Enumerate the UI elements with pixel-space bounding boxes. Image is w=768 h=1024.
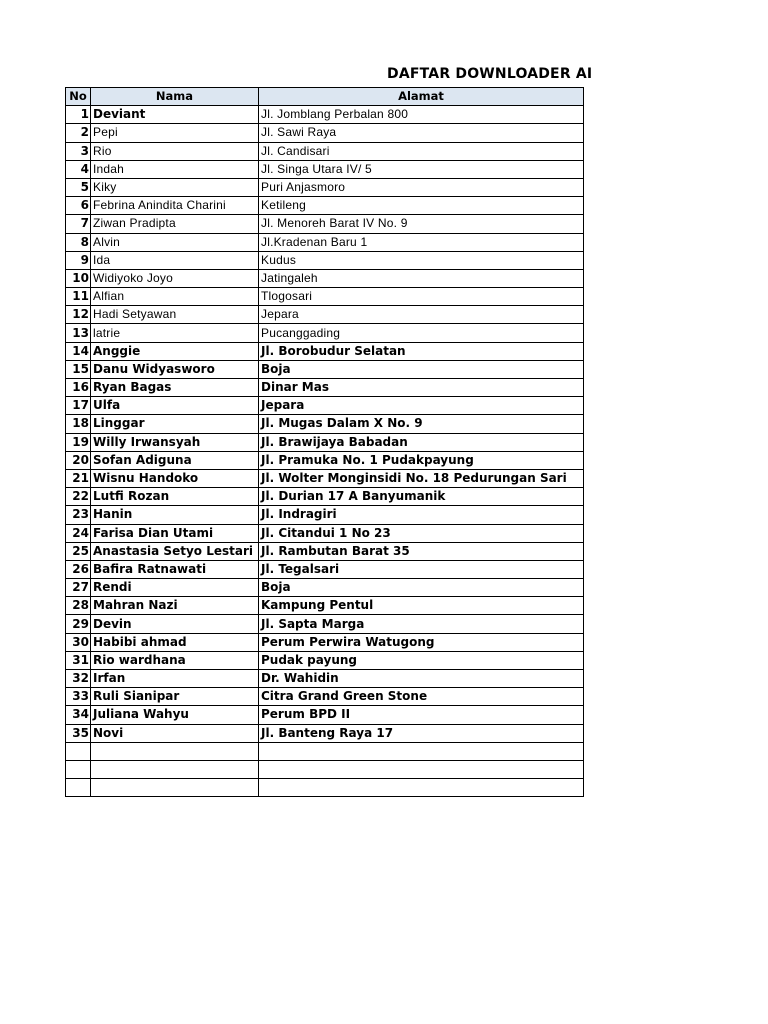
table-row [66,324,584,342]
cell-alamat[interactable]: Citra Grand Green Stone [259,688,584,706]
column-header-nama[interactable]: Nama [91,88,259,106]
cell-alamat[interactable]: Jl. Tegalsari [259,560,584,578]
table-body [66,106,584,797]
cell-no[interactable]: 28 [66,597,91,615]
column-header-alamat[interactable]: Alamat [259,88,584,106]
cell-nama[interactable]: Ziwan Pradipta [91,215,259,233]
table-row [66,397,584,415]
table-row [66,178,584,196]
cell-nama[interactable]: Pepi [91,124,259,142]
cell-nama[interactable]: Ryan Bagas [91,379,259,397]
cell-alamat[interactable]: Jl. Brawijaya Babadan [259,433,584,451]
cell-nama[interactable]: Devin [91,615,259,633]
table-row [66,342,584,360]
cell-no[interactable]: 25 [66,542,91,560]
cell-nama[interactable] [91,742,259,760]
table-row [66,415,584,433]
table-row [66,706,584,724]
table-row [66,251,584,269]
cell-no[interactable]: 9 [66,251,91,269]
cell-no[interactable]: 23 [66,506,91,524]
cell-alamat[interactable]: Pudak payung [259,651,584,669]
cell-alamat[interactable]: Jl. Pramuka No. 1 Pudakpayung [259,451,584,469]
cell-no[interactable]: 2 [66,124,91,142]
table-row [66,215,584,233]
cell-alamat[interactable]: Jl. Candisari [259,142,584,160]
cell-alamat[interactable]: Puri Anjasmoro [259,178,584,196]
cell-no[interactable] [66,742,91,760]
cell-alamat[interactable]: Jl. Mugas Dalam X No. 9 [259,415,584,433]
cell-no[interactable]: 35 [66,724,91,742]
cell-nama[interactable]: Habibi ahmad [91,633,259,651]
cell-nama[interactable]: Novi [91,724,259,742]
table-row [66,597,584,615]
cell-nama[interactable]: Sofan Adiguna [91,451,259,469]
table-row [66,651,584,669]
cell-alamat[interactable]: Kudus [259,251,584,269]
cell-nama[interactable]: Hadi Setyawan [91,306,259,324]
cell-nama[interactable]: Danu Widyasworo [91,360,259,378]
cell-no[interactable]: 17 [66,397,91,415]
table-row [66,288,584,306]
cell-alamat[interactable]: Boja [259,360,584,378]
cell-nama[interactable]: Hanin [91,506,259,524]
cell-nama[interactable]: Indah [91,160,259,178]
cell-alamat[interactable]: Jl. Menoreh Barat IV No. 9 [259,215,584,233]
cell-nama[interactable]: Rio [91,142,259,160]
cell-no[interactable]: 20 [66,451,91,469]
cell-no[interactable]: 7 [66,215,91,233]
cell-no[interactable]: 33 [66,688,91,706]
table-row [66,742,584,760]
table-row [66,106,584,124]
table-row [66,779,584,797]
table-row [66,124,584,142]
table-row [66,724,584,742]
cell-alamat[interactable]: Jl. Sawi Raya [259,124,584,142]
cell-alamat[interactable] [259,742,584,760]
table-row [66,360,584,378]
cell-no[interactable]: 24 [66,524,91,542]
table-row [66,197,584,215]
table-row [66,688,584,706]
cell-nama[interactable]: Mahran Nazi [91,597,259,615]
table-row [66,233,584,251]
cell-alamat[interactable]: Jl. Sapta Marga [259,615,584,633]
cell-alamat[interactable]: Dr. Wahidin [259,670,584,688]
table-row [66,615,584,633]
table-row [66,633,584,651]
table-row [66,469,584,487]
cell-alamat[interactable]: Jl. Jomblang Perbalan 800 [259,106,584,124]
cell-nama[interactable]: Willy Irwansyah [91,433,259,451]
cell-no[interactable]: 5 [66,178,91,196]
cell-nama[interactable]: Rendi [91,579,259,597]
cell-alamat[interactable]: Ketileng [259,197,584,215]
cell-alamat[interactable]: Dinar Mas [259,379,584,397]
cell-nama[interactable]: Juliana Wahyu [91,706,259,724]
cell-nama[interactable]: Rio wardhana [91,651,259,669]
cell-nama[interactable] [91,779,259,797]
cell-alamat[interactable]: Jatingaleh [259,269,584,287]
cell-no[interactable]: 14 [66,342,91,360]
cell-no[interactable] [66,779,91,797]
cell-no[interactable] [66,760,91,778]
cell-no[interactable]: 29 [66,615,91,633]
table-row [66,760,584,778]
table-row [66,506,584,524]
cell-no[interactable]: 6 [66,197,91,215]
cell-alamat[interactable]: Perum BPD II [259,706,584,724]
table-row [66,451,584,469]
cell-no[interactable]: 31 [66,651,91,669]
cell-no[interactable]: 10 [66,269,91,287]
table-row [66,670,584,688]
cell-nama[interactable]: Kiky [91,178,259,196]
cell-alamat[interactable]: Jl. Borobudur Selatan [259,342,584,360]
cell-nama[interactable]: Lutfi Rozan [91,488,259,506]
table-row [66,524,584,542]
cell-alamat[interactable] [259,779,584,797]
table-row [66,379,584,397]
cell-alamat[interactable]: Jepara [259,306,584,324]
cell-alamat[interactable]: Jl.Kradenan Baru 1 [259,233,584,251]
cell-no[interactable]: 34 [66,706,91,724]
cell-nama[interactable]: Bafira Ratnawati [91,560,259,578]
sheet-title: DAFTAR DOWNLOADER AI [387,66,593,82]
cell-no[interactable]: 3 [66,142,91,160]
cell-alamat[interactable]: Tlogosari [259,288,584,306]
cell-nama[interactable]: Anggie [91,342,259,360]
table-header-row [66,88,584,106]
cell-no[interactable]: 30 [66,633,91,651]
table-row [66,306,584,324]
cell-alamat[interactable]: Jl. Durian 17 A Banyumanik [259,488,584,506]
cell-nama[interactable]: Alvin [91,233,259,251]
column-header-no[interactable]: No [66,88,91,106]
cell-no[interactable]: 13 [66,324,91,342]
cell-nama[interactable] [91,760,259,778]
table-row [66,488,584,506]
table-row [66,269,584,287]
cell-no[interactable]: 4 [66,160,91,178]
cell-alamat[interactable]: Jl. Singa Utara IV/ 5 [259,160,584,178]
cell-no[interactable]: 21 [66,469,91,487]
cell-alamat[interactable]: Jepara [259,397,584,415]
cell-nama[interactable]: Linggar [91,415,259,433]
cell-nama[interactable]: Widiyoko Joyo [91,269,259,287]
cell-nama[interactable]: Ida [91,251,259,269]
table-row [66,560,584,578]
cell-no[interactable]: 22 [66,488,91,506]
cell-alamat[interactable]: Pucanggading [259,324,584,342]
table-row [66,542,584,560]
cell-no[interactable]: 27 [66,579,91,597]
cell-no[interactable]: 16 [66,379,91,397]
cell-no[interactable]: 15 [66,360,91,378]
cell-alamat[interactable]: Boja [259,579,584,597]
table-row [66,433,584,451]
cell-nama[interactable]: Farisa Dian Utami [91,524,259,542]
cell-nama[interactable]: Ruli Sianipar [91,688,259,706]
cell-no[interactable]: 1 [66,106,91,124]
cell-nama[interactable]: Ulfa [91,397,259,415]
cell-no[interactable]: 32 [66,670,91,688]
cell-no[interactable]: 18 [66,415,91,433]
cell-alamat[interactable]: Jl. Banteng Raya 17 [259,724,584,742]
cell-nama[interactable]: Febrina Anindita Charini [91,197,259,215]
cell-alamat[interactable]: Jl. Citandui 1 No 23 [259,524,584,542]
cell-alamat[interactable]: Perum Perwira Watugong [259,633,584,651]
downloader-table [65,87,584,797]
cell-no[interactable]: 8 [66,233,91,251]
cell-no[interactable]: 26 [66,560,91,578]
cell-no[interactable]: 12 [66,306,91,324]
cell-nama[interactable]: Alfian [91,288,259,306]
cell-alamat[interactable]: Jl. Wolter Monginsidi No. 18 Pedurungan Sari [259,469,584,487]
cell-nama[interactable]: Wisnu Handoko [91,469,259,487]
cell-no[interactable]: 11 [66,288,91,306]
cell-nama[interactable]: Deviant [91,106,259,124]
cell-alamat[interactable]: Jl. Rambutan Barat 35 [259,542,584,560]
cell-nama[interactable]: Anastasia Setyo Lestari [91,542,259,560]
cell-alamat[interactable]: Jl. Indragiri [259,506,584,524]
table-row [66,160,584,178]
cell-alamat[interactable] [259,760,584,778]
cell-alamat[interactable]: Kampung Pentul [259,597,584,615]
table-row [66,579,584,597]
cell-no[interactable]: 19 [66,433,91,451]
cell-nama[interactable]: Irfan [91,670,259,688]
cell-nama[interactable]: latrie [91,324,259,342]
table-row [66,142,584,160]
